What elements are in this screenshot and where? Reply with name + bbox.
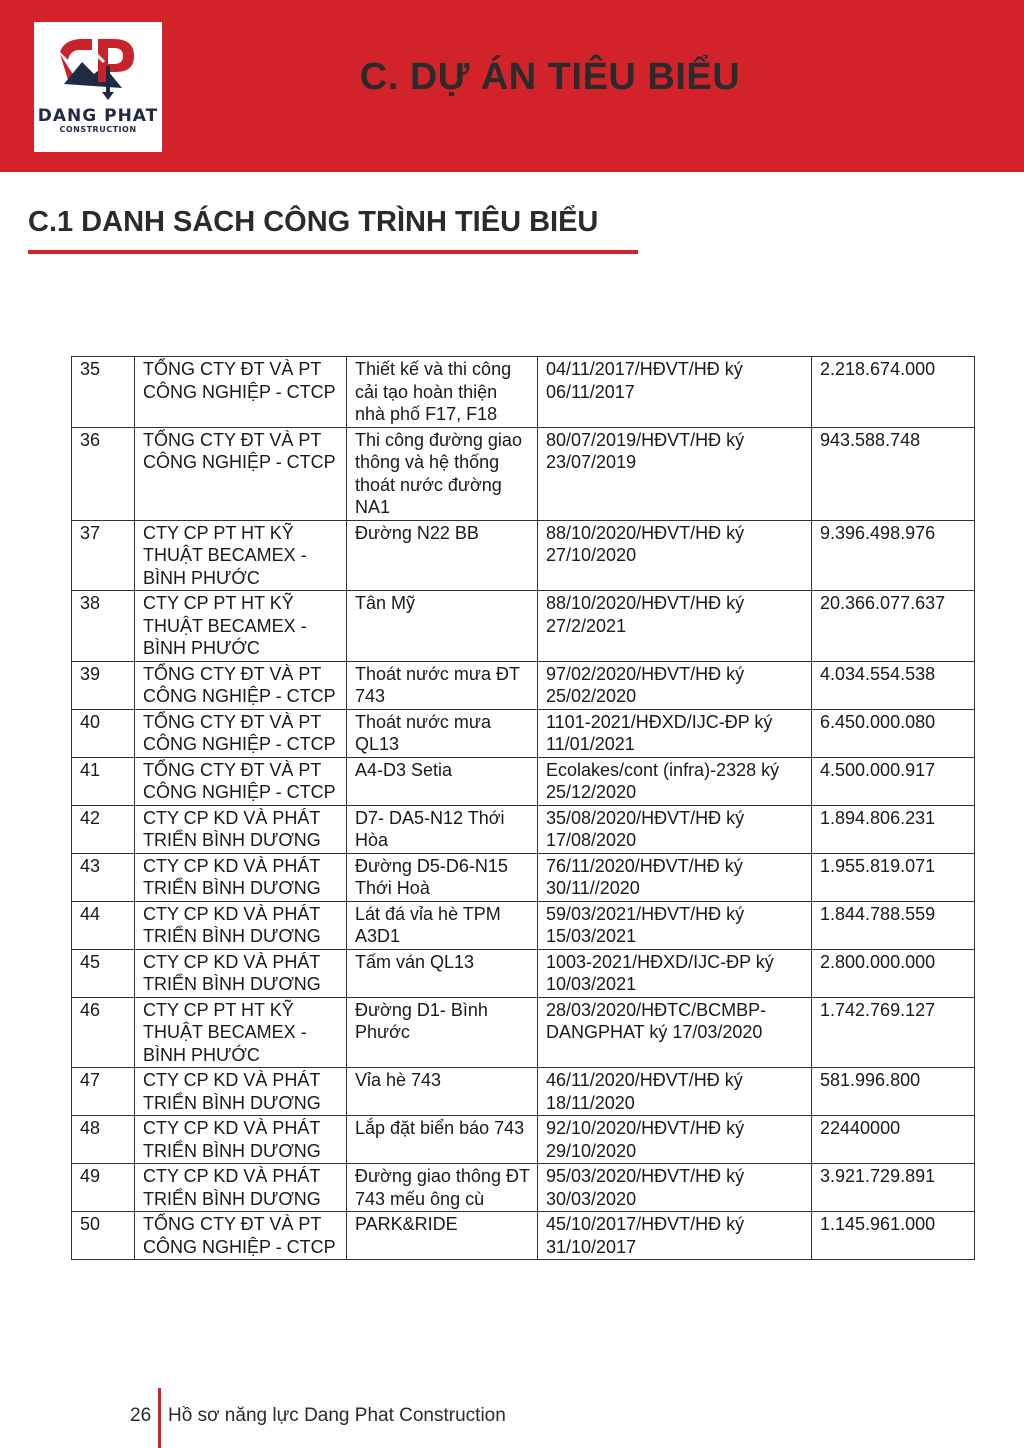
contract-value-cell: 1.844.788.559 xyxy=(812,901,975,949)
contract-value-cell: 2.218.674.000 xyxy=(812,357,975,428)
row-number-cell: 50 xyxy=(72,1212,135,1260)
contract-cell: 1003-2021/HĐXD/IJC-ĐP ký 10/03/2021 xyxy=(538,949,812,997)
row-number-cell: 38 xyxy=(72,591,135,662)
table-row xyxy=(72,591,975,662)
page-number: 26 xyxy=(130,1405,152,1426)
contract-cell: 59/03/2021/HĐVT/HĐ ký 15/03/2021 xyxy=(538,901,812,949)
owner-cell: CTY CP KD VÀ PHÁT TRIỂN BÌNH DƯƠNG xyxy=(135,1116,347,1164)
contract-value-cell: 1.145.961.000 xyxy=(812,1212,975,1260)
project-name-cell: Lát đá vỉa hè TPM A3D1 xyxy=(347,901,538,949)
projects-table-body xyxy=(72,357,975,1260)
owner-cell: TỔNG CTY ĐT VÀ PT CÔNG NGHIỆP - CTCP xyxy=(135,357,347,428)
row-number-cell: 42 xyxy=(72,805,135,853)
contract-cell: 80/07/2019/HĐVT/HĐ ký 23/07/2019 xyxy=(538,427,812,520)
row-number-cell: 44 xyxy=(72,901,135,949)
footer-divider xyxy=(158,1388,161,1448)
owner-cell: CTY CP PT HT KỸ THUẬT BECAMEX - BÌNH PHƯỚC xyxy=(135,520,347,591)
contract-cell: 35/08/2020/HĐVT/HĐ ký 17/08/2020 xyxy=(538,805,812,853)
row-number-cell: 40 xyxy=(72,709,135,757)
project-name-cell: Đường giao thông ĐT 743 mếu ông cù xyxy=(347,1164,538,1212)
projects-table xyxy=(71,356,975,1260)
contract-cell: 04/11/2017/HĐVT/HĐ ký 06/11/2017 xyxy=(538,357,812,428)
contract-value-cell: 9.396.498.976 xyxy=(812,520,975,591)
contract-cell: 76/11/2020/HĐVT/HĐ ký 30/11//2020 xyxy=(538,853,812,901)
section-underline xyxy=(28,250,638,254)
table-row xyxy=(72,661,975,709)
contract-value-cell: 20.366.077.637 xyxy=(812,591,975,662)
section-title: C.1 DANH SÁCH CÔNG TRÌNH TIÊU BIỂU xyxy=(28,206,599,238)
logo-tagline: CONSTRUCTION xyxy=(59,125,137,134)
contract-value-cell: 3.921.729.891 xyxy=(812,1164,975,1212)
contract-cell: 45/10/2017/HĐVT/HĐ ký 31/10/2017 xyxy=(538,1212,812,1260)
row-number-cell: 35 xyxy=(72,357,135,428)
owner-cell: CTY CP KD VÀ PHÁT TRIỂN BÌNH DƯƠNG xyxy=(135,805,347,853)
table-row xyxy=(72,427,975,520)
project-name-cell: Lắp đặt biển báo 743 xyxy=(347,1116,538,1164)
owner-cell: CTY CP KD VÀ PHÁT TRIỂN BÌNH DƯƠNG xyxy=(135,1164,347,1212)
row-number-cell: 47 xyxy=(72,1068,135,1116)
contract-value-cell: 943.588.748 xyxy=(812,427,975,520)
table-row xyxy=(72,520,975,591)
table-row xyxy=(72,357,975,428)
project-name-cell: Vỉa hè 743 xyxy=(347,1068,538,1116)
contract-cell: Ecolakes/cont (infra)-2328 ký 25/12/2020 xyxy=(538,757,812,805)
contract-cell: 88/10/2020/HĐVT/HĐ ký 27/2/2021 xyxy=(538,591,812,662)
contract-cell: 88/10/2020/HĐVT/HĐ ký 27/10/2020 xyxy=(538,520,812,591)
owner-cell: CTY CP KD VÀ PHÁT TRIỂN BÌNH DƯƠNG xyxy=(135,901,347,949)
table-row xyxy=(72,997,975,1068)
project-name-cell: Tân Mỹ xyxy=(347,591,538,662)
contract-cell: 95/03/2020/HĐVT/HĐ ký 30/03/2020 xyxy=(538,1164,812,1212)
project-name-cell: A4-D3 Setia xyxy=(347,757,538,805)
project-name-cell: Tấm ván QL13 xyxy=(347,949,538,997)
project-name-cell: Đường N22 BB xyxy=(347,520,538,591)
table-row xyxy=(72,709,975,757)
owner-cell: CTY CP KD VÀ PHÁT TRIỂN BÌNH DƯƠNG xyxy=(135,949,347,997)
logo-wordmark: DANG PHAT xyxy=(37,106,159,126)
project-name-cell: Thiết kế và thi công cải tạo hoàn thiện nhà phố F17, F18 xyxy=(347,357,538,428)
footer-caption: Hồ sơ năng lực Dang Phat Construction xyxy=(168,1405,506,1426)
contract-value-cell: 22440000 xyxy=(812,1116,975,1164)
owner-cell: CTY CP KD VÀ PHÁT TRIỂN BÌNH DƯƠNG xyxy=(135,1068,347,1116)
owner-cell: CTY CP PT HT KỸ THUẬT BECAMEX - BÌNH PHƯỚC xyxy=(135,997,347,1068)
logo-mark-icon xyxy=(34,22,162,112)
table-row xyxy=(72,1164,975,1212)
owner-cell: CTY CP PT HT KỸ THUẬT BECAMEX - BÌNH PHƯỚC xyxy=(135,591,347,662)
table-row xyxy=(72,1116,975,1164)
table-row xyxy=(72,853,975,901)
project-name-cell: Thoát nước mưa QL13 xyxy=(347,709,538,757)
owner-cell: TỔNG CTY ĐT VÀ PT CÔNG NGHIỆP - CTCP xyxy=(135,1212,347,1260)
row-number-cell: 37 xyxy=(72,520,135,591)
project-name-cell: Đường D1- Bình Phước xyxy=(347,997,538,1068)
contract-value-cell: 4.500.000.917 xyxy=(812,757,975,805)
contract-value-cell: 581.996.800 xyxy=(812,1068,975,1116)
contract-value-cell: 6.450.000.080 xyxy=(812,709,975,757)
contract-value-cell: 1.742.769.127 xyxy=(812,997,975,1068)
row-number-cell: 39 xyxy=(72,661,135,709)
header-band xyxy=(0,0,1024,172)
row-number-cell: 36 xyxy=(72,427,135,520)
row-number-cell: 46 xyxy=(72,997,135,1068)
owner-cell: CTY CP KD VÀ PHÁT TRIỂN BÌNH DƯƠNG xyxy=(135,853,347,901)
table-row xyxy=(72,805,975,853)
contract-cell: 97/02/2020/HĐVT/HĐ ký 25/02/2020 xyxy=(538,661,812,709)
project-name-cell: PARK&RIDE xyxy=(347,1212,538,1260)
contract-value-cell: 4.034.554.538 xyxy=(812,661,975,709)
row-number-cell: 49 xyxy=(72,1164,135,1212)
project-name-cell: D7- DA5-N12 Thới Hòa xyxy=(347,805,538,853)
table-row xyxy=(72,757,975,805)
table-row xyxy=(72,1068,975,1116)
table-row xyxy=(72,1212,975,1260)
contract-cell: 28/03/2020/HĐTC/BCMBP-DANGPHAT ký 17/03/2020 xyxy=(538,997,812,1068)
row-number-cell: 43 xyxy=(72,853,135,901)
company-logo xyxy=(34,22,162,152)
project-name-cell: Đường D5-D6-N15 Thới Hoà xyxy=(347,853,538,901)
row-number-cell: 41 xyxy=(72,757,135,805)
contract-cell: 1101-2021/HĐXD/IJC-ĐP ký 11/01/2021 xyxy=(538,709,812,757)
row-number-cell: 48 xyxy=(72,1116,135,1164)
owner-cell: TỔNG CTY ĐT VÀ PT CÔNG NGHIỆP - CTCP xyxy=(135,427,347,520)
owner-cell: TỔNG CTY ĐT VÀ PT CÔNG NGHIỆP - CTCP xyxy=(135,709,347,757)
row-number-cell: 45 xyxy=(72,949,135,997)
table-row xyxy=(72,901,975,949)
page-title: C. DỰ ÁN TIÊU BIỂU xyxy=(359,56,741,98)
owner-cell: TỔNG CTY ĐT VÀ PT CÔNG NGHIỆP - CTCP xyxy=(135,757,347,805)
contract-value-cell: 2.800.000.000 xyxy=(812,949,975,997)
table-row xyxy=(72,949,975,997)
owner-cell: TỔNG CTY ĐT VÀ PT CÔNG NGHIỆP - CTCP xyxy=(135,661,347,709)
contract-cell: 92/10/2020/HĐVT/HĐ ký 29/10/2020 xyxy=(538,1116,812,1164)
contract-value-cell: 1.894.806.231 xyxy=(812,805,975,853)
project-name-cell: Thoát nước mưa ĐT 743 xyxy=(347,661,538,709)
contract-value-cell: 1.955.819.071 xyxy=(812,853,975,901)
project-name-cell: Thi công đường giao thông và hệ thống thoát nước đường NA1 xyxy=(347,427,538,520)
contract-cell: 46/11/2020/HĐVT/HĐ ký 18/11/2020 xyxy=(538,1068,812,1116)
